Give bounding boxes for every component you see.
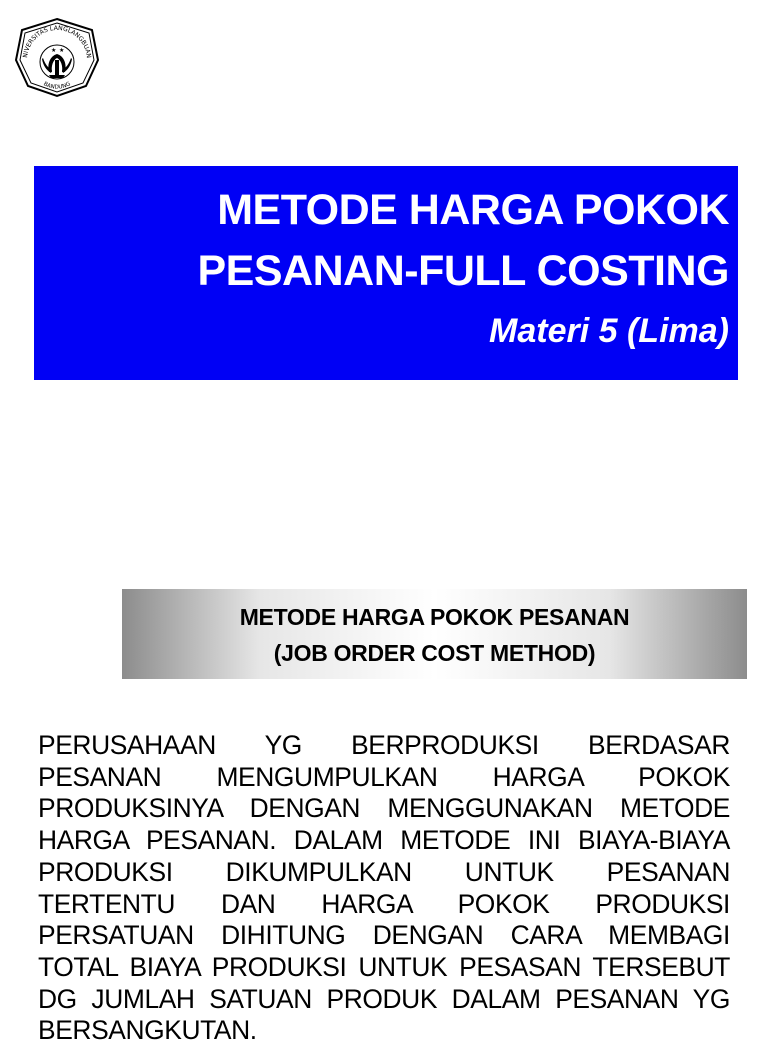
university-seal-icon	[14, 16, 100, 98]
title-line-2: PESANAN-FULL COSTING	[197, 247, 729, 295]
seal-text-top: NIVERSITAS LANGLANGBUAN	[22, 24, 92, 59]
title-banner	[34, 166, 738, 380]
svg-text:★: ★	[51, 47, 57, 54]
section-heading-line-2: (JOB ORDER COST METHOD)	[273, 640, 596, 666]
svg-text:★: ★	[59, 47, 65, 54]
seal-text-bottom: BANDUNG	[42, 81, 72, 91]
section-heading-box	[122, 589, 747, 679]
title-line-1: METODE HARGA POKOK	[217, 186, 729, 234]
section-heading-line-1: METODE HARGA POKOK PESANAN	[239, 604, 630, 630]
subtitle: Materi 5 (Lima)	[489, 312, 729, 350]
body-paragraph: PERUSAHAAN YG BERPRODUKSI BERDASAR PESANAN MENGUMPULKAN HARGA POKOK PRODUKSINYA DENGAN MENGGUNAKAN METODE HARGA PESANAN. DALAM METODE INI BIAYA-BIAYA PRODUKSI DIKUMPULKAN UNTUK PESANAN TERTENTU DAN HARGA POKOK PRODUKSI PERSATUAN DIHITUNG DENGAN CARA MEMBAGI TOTAL BIAYA PRODUKSI UNTUK PESASAN TERSEBUT DG JUMLAH SATUAN PRODUK DALAM PESANAN YG BERSANGKUTAN.	[38, 730, 730, 1046]
